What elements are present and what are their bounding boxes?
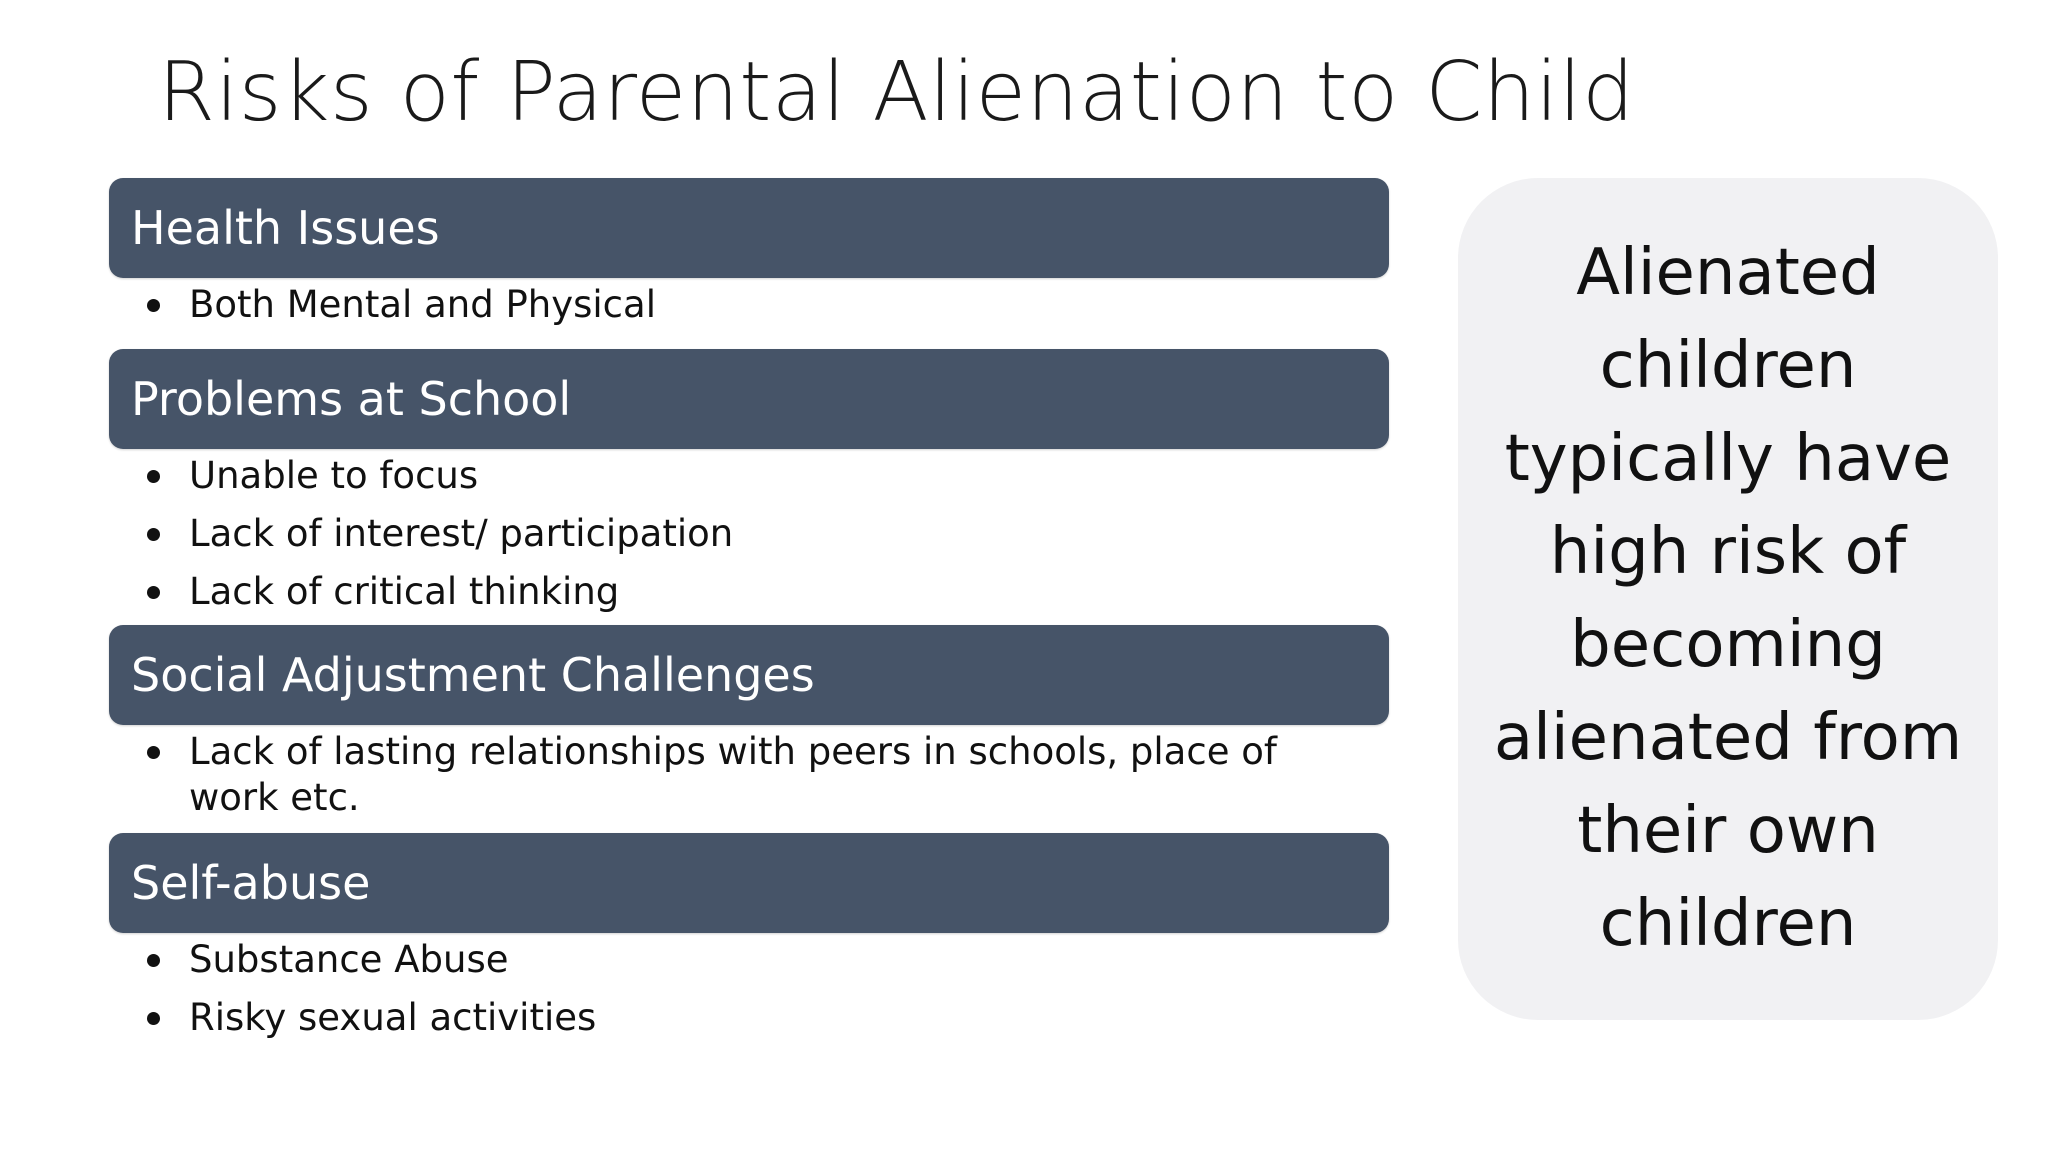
section-heading-health-issues: [109, 178, 1389, 278]
list-item: [147, 995, 1389, 1041]
list-item: [147, 729, 1389, 821]
section-heading-label: Health Issues: [131, 201, 440, 255]
list-item: [147, 453, 1389, 499]
section-bullets-self-abuse: [109, 937, 1389, 1053]
bullet-icon: [147, 586, 160, 599]
bullet-text: Both Mental and Physical: [189, 283, 656, 326]
risk-list: [109, 0, 1389, 1152]
section-heading-problems-at-school: [109, 349, 1389, 449]
bullet-text: Lack of critical thinking: [189, 570, 620, 613]
section-heading-label: Self-abuse: [131, 856, 371, 910]
list-item: [147, 569, 1389, 615]
bullet-icon: [147, 528, 160, 541]
bullet-icon: [147, 746, 160, 759]
bullet-text: Risky sexual activities: [189, 996, 597, 1039]
bullet-icon: [147, 470, 160, 483]
bullet-text: Lack of interest/ participation: [189, 512, 734, 555]
section-heading-label: Social Adjustment Challenges: [131, 648, 815, 702]
section-bullets-health-issues: [109, 282, 1389, 340]
callout-box: [1458, 178, 1998, 1020]
list-item: [147, 937, 1389, 983]
bullet-text: Lack of lasting relationships with peers in schools, place of work etc.: [189, 730, 1277, 819]
bullet-icon: [147, 299, 160, 312]
list-item: [147, 511, 1389, 557]
section-bullets-social-adjustment: [109, 729, 1389, 833]
bullet-text: Substance Abuse: [189, 938, 509, 981]
bullet-icon: [147, 954, 160, 967]
section-heading-self-abuse: [109, 833, 1389, 933]
section-heading-label: Problems at School: [131, 372, 572, 426]
bullet-icon: [147, 1012, 160, 1025]
list-item: [147, 282, 1389, 328]
callout-text: Alienated children typically have high risk of becoming alienated from their own children: [1493, 236, 1963, 961]
section-heading-social-adjustment: [109, 625, 1389, 725]
slide-title: Risks of Parental Alienation to Child: [158, 45, 1635, 140]
bullet-text: Unable to focus: [189, 454, 479, 497]
section-bullets-problems-at-school: [109, 453, 1389, 627]
